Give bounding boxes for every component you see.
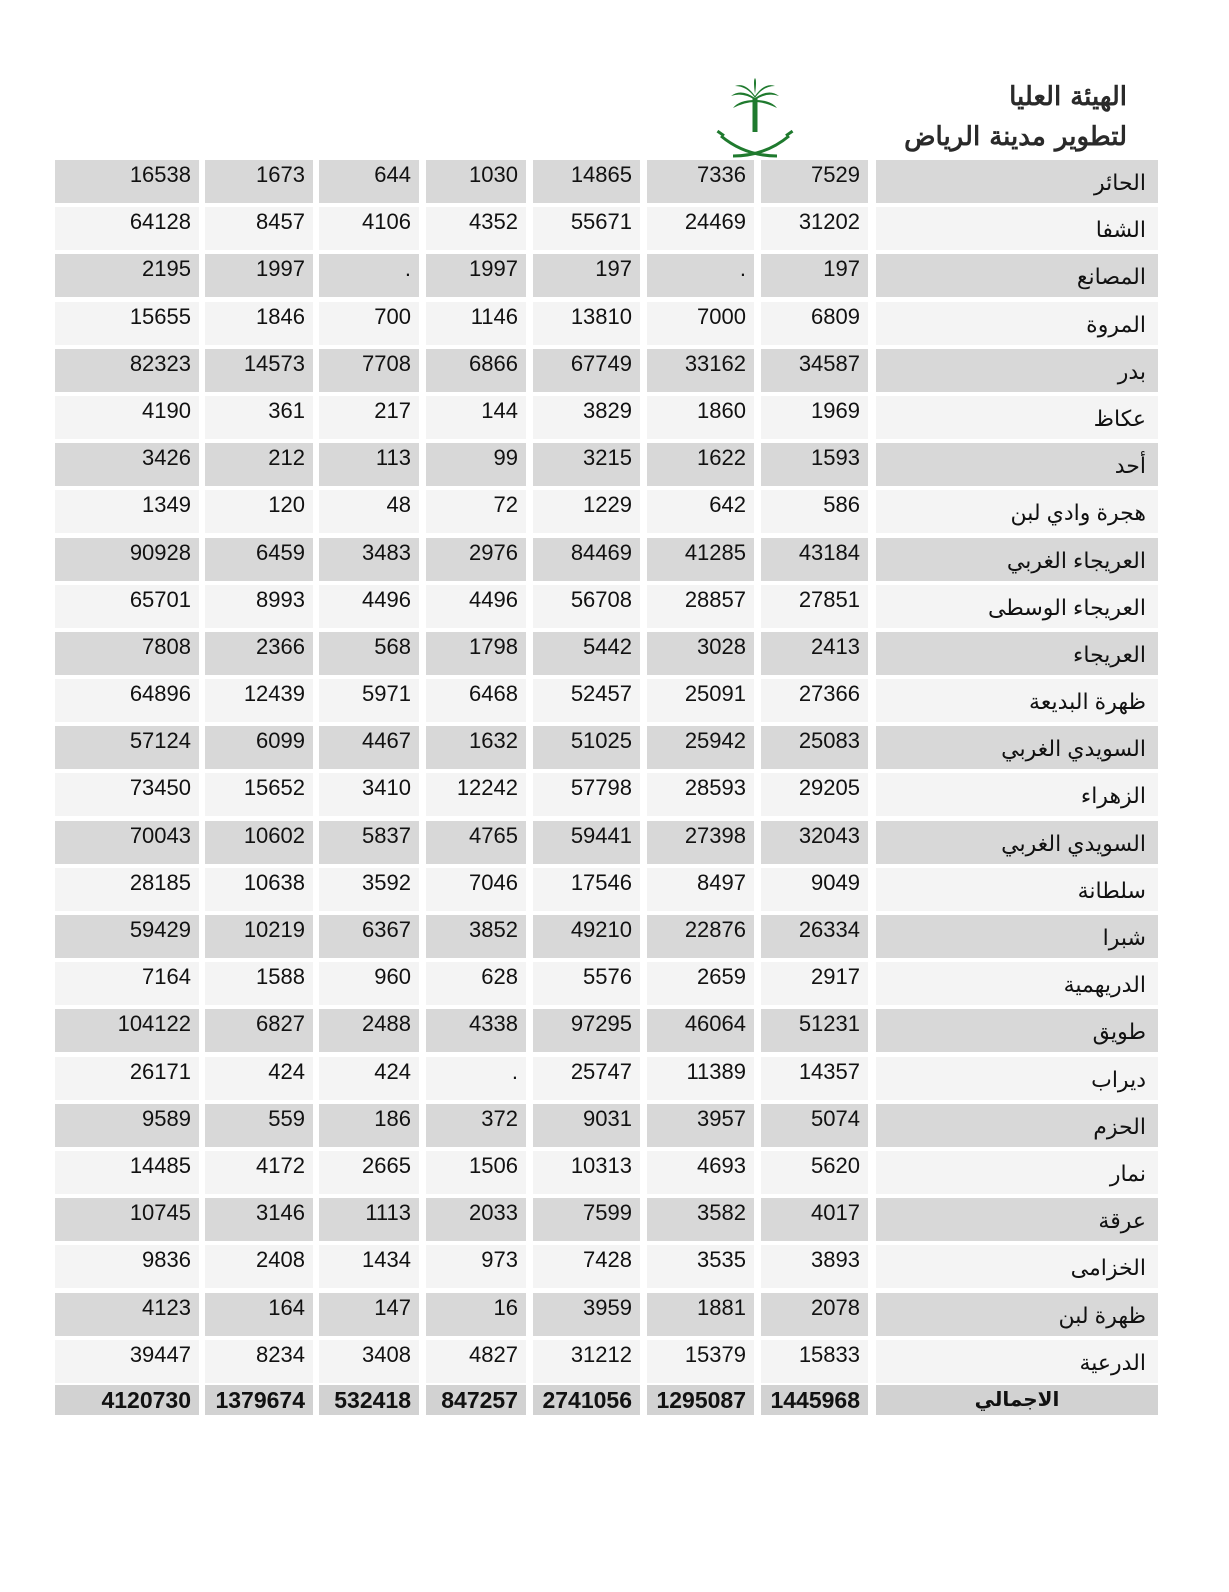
table-cell-value: 97295	[533, 1009, 640, 1052]
table-cell-value: 10313	[533, 1151, 640, 1194]
district-name: ظهرة لبن	[876, 1293, 1158, 1336]
table-cell-value: 31212	[533, 1340, 640, 1383]
table-cell-value: 4172	[205, 1151, 313, 1194]
table-cell-value: 10638	[205, 868, 313, 911]
table-row	[55, 205, 1158, 252]
table-cell-value: 27851	[761, 585, 868, 628]
table-cell-value: 2033	[426, 1198, 526, 1241]
table-cell-value: 82323	[55, 349, 199, 392]
table-cell-value: 17546	[533, 868, 640, 911]
table-row	[55, 252, 1158, 299]
table-cell-value: 1997	[205, 254, 313, 297]
table-cell-value: 28185	[55, 868, 199, 911]
table-cell-value: 186	[319, 1104, 419, 1147]
table-cell-value: 9049	[761, 868, 868, 911]
table-cell-value: 10219	[205, 915, 313, 958]
table-cell-value: 9836	[55, 1245, 199, 1288]
table-cell-value: 28857	[647, 585, 754, 628]
table-cell-value: 3535	[647, 1245, 754, 1288]
org-name-line1: الهيئة العليا	[1009, 82, 1127, 112]
table-cell-value: 144	[426, 396, 526, 439]
table-cell-value: 1349	[55, 490, 199, 533]
table-cell-value: 15379	[647, 1340, 754, 1383]
table-row	[55, 1196, 1158, 1243]
table-cell-value: 57124	[55, 726, 199, 769]
table-cell-value: 7428	[533, 1245, 640, 1288]
table-cell-value: 15652	[205, 773, 313, 816]
table-cell-value: 48	[319, 490, 419, 533]
table-cell-value: 28593	[647, 773, 754, 816]
table-cell-value: 22876	[647, 915, 754, 958]
table-cell-value: 6827	[205, 1009, 313, 1052]
table-row	[55, 158, 1158, 205]
table-cell-value: 14573	[205, 349, 313, 392]
table-cell-value: 3146	[205, 1198, 313, 1241]
table-cell-value: 2195	[55, 254, 199, 297]
table-cell-value: 3028	[647, 632, 754, 675]
table-cell-value: 197	[761, 254, 868, 297]
table-cell-value: 4017	[761, 1198, 868, 1241]
table-cell-value: 65701	[55, 585, 199, 628]
table-cell-value: 46064	[647, 1009, 754, 1052]
data-table	[55, 158, 1158, 1419]
table-cell-value: 64128	[55, 207, 199, 250]
table-cell-value: 2366	[205, 632, 313, 675]
table-cell-value: 120	[205, 490, 313, 533]
table-cell-value: 1434	[319, 1245, 419, 1288]
table-cell-value: 6367	[319, 915, 419, 958]
district-name: الخزامى	[876, 1245, 1158, 1288]
table-cell-value: 26334	[761, 915, 868, 958]
table-cell-value: 10602	[205, 821, 313, 864]
table-cell-value: 12439	[205, 679, 313, 722]
district-name: عرقة	[876, 1198, 1158, 1241]
table-cell-value: 424	[319, 1057, 419, 1100]
table-cell-value: 6866	[426, 349, 526, 392]
table-cell-value: 1846	[205, 302, 313, 345]
table-cell-value: 6459	[205, 538, 313, 581]
district-name: المروة	[876, 302, 1158, 345]
table-cell-value: 32043	[761, 821, 868, 864]
table-cell-value: 1632	[426, 726, 526, 769]
table-cell-value: 7164	[55, 962, 199, 1005]
district-name: الحائر	[876, 160, 1158, 203]
table-cell-value: 39447	[55, 1340, 199, 1383]
table-row	[55, 630, 1158, 677]
table-cell-value: 10745	[55, 1198, 199, 1241]
district-name: هجرة وادي لبن	[876, 490, 1158, 533]
table-cell-value: 5074	[761, 1104, 868, 1147]
table-cell-value: 51231	[761, 1009, 868, 1052]
table-cell-value: 55671	[533, 207, 640, 250]
table-cell-value: 1146	[426, 302, 526, 345]
district-name: الدرعية	[876, 1340, 1158, 1383]
district-name: بدر	[876, 349, 1158, 392]
table-cell-value: 147	[319, 1293, 419, 1336]
table-row	[55, 583, 1158, 630]
table-cell-value: 6809	[761, 302, 868, 345]
table-cell-value: 49210	[533, 915, 640, 958]
table-cell-value: 164	[205, 1293, 313, 1336]
total-value: 1445968	[761, 1385, 868, 1415]
total-value: 847257	[426, 1385, 526, 1415]
table-cell-value: 15655	[55, 302, 199, 345]
table-cell-value: 3215	[533, 443, 640, 486]
table-cell-value: 1030	[426, 160, 526, 203]
table-cell-value: 7336	[647, 160, 754, 203]
table-cell-value: 3582	[647, 1198, 754, 1241]
table-cell-value: 1881	[647, 1293, 754, 1336]
table-cell-value: 24469	[647, 207, 754, 250]
table-cell-value: 9589	[55, 1104, 199, 1147]
table-cell-value: 2078	[761, 1293, 868, 1336]
total-value: 532418	[319, 1385, 419, 1415]
table-cell-value: 52457	[533, 679, 640, 722]
district-name: العريجاء الغربي	[876, 538, 1158, 581]
table-cell-value: 25747	[533, 1057, 640, 1100]
table-row	[55, 1102, 1158, 1149]
table-cell-value: 2488	[319, 1009, 419, 1052]
table-cell-value: 11389	[647, 1057, 754, 1100]
table-cell-value: 84469	[533, 538, 640, 581]
table-cell-value: 104122	[55, 1009, 199, 1052]
table-cell-value: 559	[205, 1104, 313, 1147]
table-cell-value: 90928	[55, 538, 199, 581]
table-cell-value: 1622	[647, 443, 754, 486]
table-cell-value: 1860	[647, 396, 754, 439]
table-cell-value: 568	[319, 632, 419, 675]
total-row	[55, 1385, 1158, 1419]
table-row	[55, 394, 1158, 441]
table-row	[55, 1338, 1158, 1385]
table-cell-value: 7599	[533, 1198, 640, 1241]
table-cell-value: 5442	[533, 632, 640, 675]
table-cell-value: 4496	[319, 585, 419, 628]
table-cell-value: 361	[205, 396, 313, 439]
table-cell-value: 14357	[761, 1057, 868, 1100]
table-cell-value: 5837	[319, 821, 419, 864]
table-cell-value: 3893	[761, 1245, 868, 1288]
table-row	[55, 913, 1158, 960]
table-cell-value: 59429	[55, 915, 199, 958]
table-cell-value: 7046	[426, 868, 526, 911]
table-cell-value: 73450	[55, 773, 199, 816]
table-cell-value: 372	[426, 1104, 526, 1147]
district-name: عكاظ	[876, 396, 1158, 439]
table-cell-value: 5620	[761, 1151, 868, 1194]
table-cell-value: 1229	[533, 490, 640, 533]
table-cell-value: 3483	[319, 538, 419, 581]
district-name: المصانع	[876, 254, 1158, 297]
table-cell-value: 31202	[761, 207, 868, 250]
table-cell-value: 2665	[319, 1151, 419, 1194]
district-name: العريجاء الوسطى	[876, 585, 1158, 628]
district-name: ظهرة البديعة	[876, 679, 1158, 722]
table-row	[55, 1243, 1158, 1290]
table-cell-value: 7808	[55, 632, 199, 675]
table-cell-value: 1506	[426, 1151, 526, 1194]
table-cell-value: 8234	[205, 1340, 313, 1383]
table-cell-value: 2408	[205, 1245, 313, 1288]
saudi-emblem-icon	[715, 78, 795, 162]
district-name: الحزم	[876, 1104, 1158, 1147]
org-name-line2: لتطوير مدينة الرياض	[904, 122, 1127, 152]
total-value: 4120730	[55, 1385, 199, 1415]
table-row	[55, 1007, 1158, 1054]
table-row	[55, 960, 1158, 1007]
table-cell-value: 1673	[205, 160, 313, 203]
table-cell-value: 67749	[533, 349, 640, 392]
table-row	[55, 1149, 1158, 1196]
table-cell-value: 56708	[533, 585, 640, 628]
total-value: 1295087	[647, 1385, 754, 1415]
table-cell-value: 197	[533, 254, 640, 297]
district-name: سلطانة	[876, 868, 1158, 911]
table-cell-value: 6099	[205, 726, 313, 769]
table-cell-value: 64896	[55, 679, 199, 722]
table-cell-value: 586	[761, 490, 868, 533]
table-cell-value: 3959	[533, 1293, 640, 1336]
table-cell-value: 644	[319, 160, 419, 203]
table-cell-value: 8457	[205, 207, 313, 250]
table-cell-value: 1798	[426, 632, 526, 675]
table-cell-value: 424	[205, 1057, 313, 1100]
table-cell-value: .	[426, 1057, 526, 1100]
table-cell-value: 4693	[647, 1151, 754, 1194]
table-cell-value: 3957	[647, 1104, 754, 1147]
table-row	[55, 724, 1158, 771]
table-cell-value: 33162	[647, 349, 754, 392]
table-cell-value: 3408	[319, 1340, 419, 1383]
table-row	[55, 819, 1158, 866]
table-cell-value: 3829	[533, 396, 640, 439]
table-cell-value: 26171	[55, 1057, 199, 1100]
table-cell-value: 59441	[533, 821, 640, 864]
table-cell-value: 9031	[533, 1104, 640, 1147]
table-cell-value: 25091	[647, 679, 754, 722]
table-cell-value: 51025	[533, 726, 640, 769]
table-cell-value: 41285	[647, 538, 754, 581]
table-cell-value: 960	[319, 962, 419, 1005]
table-row	[55, 536, 1158, 583]
table-cell-value: 4496	[426, 585, 526, 628]
table-cell-value: 34587	[761, 349, 868, 392]
district-name: الزهراء	[876, 773, 1158, 816]
table-cell-value: 43184	[761, 538, 868, 581]
table-row	[55, 1291, 1158, 1338]
table-cell-value: 16	[426, 1293, 526, 1336]
table-cell-value: 1997	[426, 254, 526, 297]
district-name: ديراب	[876, 1057, 1158, 1100]
table-cell-value: 3410	[319, 773, 419, 816]
table-cell-value: 12242	[426, 773, 526, 816]
table-cell-value: 2976	[426, 538, 526, 581]
table-cell-value: 14865	[533, 160, 640, 203]
table-cell-value: 8497	[647, 868, 754, 911]
table-cell-value: 72	[426, 490, 526, 533]
table-cell-value: 4190	[55, 396, 199, 439]
page-header	[715, 72, 1135, 164]
table-cell-value: 29205	[761, 773, 868, 816]
table-cell-value: 4106	[319, 207, 419, 250]
total-label: الاجمالي	[876, 1385, 1158, 1415]
table-cell-value: 628	[426, 962, 526, 1005]
total-value: 2741056	[533, 1385, 640, 1415]
table-cell-value: 5576	[533, 962, 640, 1005]
district-name: شبرا	[876, 915, 1158, 958]
table-row	[55, 866, 1158, 913]
table-cell-value: 2917	[761, 962, 868, 1005]
table-cell-value: 4765	[426, 821, 526, 864]
table-cell-value: .	[647, 254, 754, 297]
table-cell-value: 217	[319, 396, 419, 439]
table-cell-value: 6468	[426, 679, 526, 722]
table-cell-value: 973	[426, 1245, 526, 1288]
table-cell-value: 25083	[761, 726, 868, 769]
district-name: العريجاء	[876, 632, 1158, 675]
table-row	[55, 488, 1158, 535]
table-cell-value: 113	[319, 443, 419, 486]
district-name: أحد	[876, 443, 1158, 486]
table-cell-value: 642	[647, 490, 754, 533]
table-cell-value: 7708	[319, 349, 419, 392]
table-cell-value: 5971	[319, 679, 419, 722]
table-cell-value: 3426	[55, 443, 199, 486]
table-cell-value: 57798	[533, 773, 640, 816]
district-name: السويدي الغربي	[876, 726, 1158, 769]
table-cell-value: 1593	[761, 443, 868, 486]
district-name: نمار	[876, 1151, 1158, 1194]
table-cell-value: 2413	[761, 632, 868, 675]
table-cell-value: 8993	[205, 585, 313, 628]
table-cell-value: 4338	[426, 1009, 526, 1052]
table-cell-value: 13810	[533, 302, 640, 345]
table-cell-value: .	[319, 254, 419, 297]
table-cell-value: 25942	[647, 726, 754, 769]
district-name: الشفا	[876, 207, 1158, 250]
table-cell-value: 15833	[761, 1340, 868, 1383]
table-cell-value: 4827	[426, 1340, 526, 1383]
table-row	[55, 677, 1158, 724]
table-cell-value: 27366	[761, 679, 868, 722]
table-cell-value: 70043	[55, 821, 199, 864]
table-cell-value: 3592	[319, 868, 419, 911]
table-cell-value: 4352	[426, 207, 526, 250]
table-cell-value: 700	[319, 302, 419, 345]
table-cell-value: 7529	[761, 160, 868, 203]
table-cell-value: 3852	[426, 915, 526, 958]
table-row	[55, 1055, 1158, 1102]
table-row	[55, 771, 1158, 818]
table-row	[55, 441, 1158, 488]
table-cell-value: 2659	[647, 962, 754, 1005]
table-cell-value: 4123	[55, 1293, 199, 1336]
table-cell-value: 99	[426, 443, 526, 486]
total-value: 1379674	[205, 1385, 313, 1415]
table-cell-value: 7000	[647, 302, 754, 345]
table-cell-value: 14485	[55, 1151, 199, 1194]
table-cell-value: 27398	[647, 821, 754, 864]
table-cell-value: 16538	[55, 160, 199, 203]
table-cell-value: 1113	[319, 1198, 419, 1241]
district-name: الدريهمية	[876, 962, 1158, 1005]
table-cell-value: 1969	[761, 396, 868, 439]
table-cell-value: 4467	[319, 726, 419, 769]
table-row	[55, 347, 1158, 394]
district-name: السويدي الغربي	[876, 821, 1158, 864]
district-name: طويق	[876, 1009, 1158, 1052]
table-row	[55, 300, 1158, 347]
table-cell-value: 1588	[205, 962, 313, 1005]
table-cell-value: 212	[205, 443, 313, 486]
